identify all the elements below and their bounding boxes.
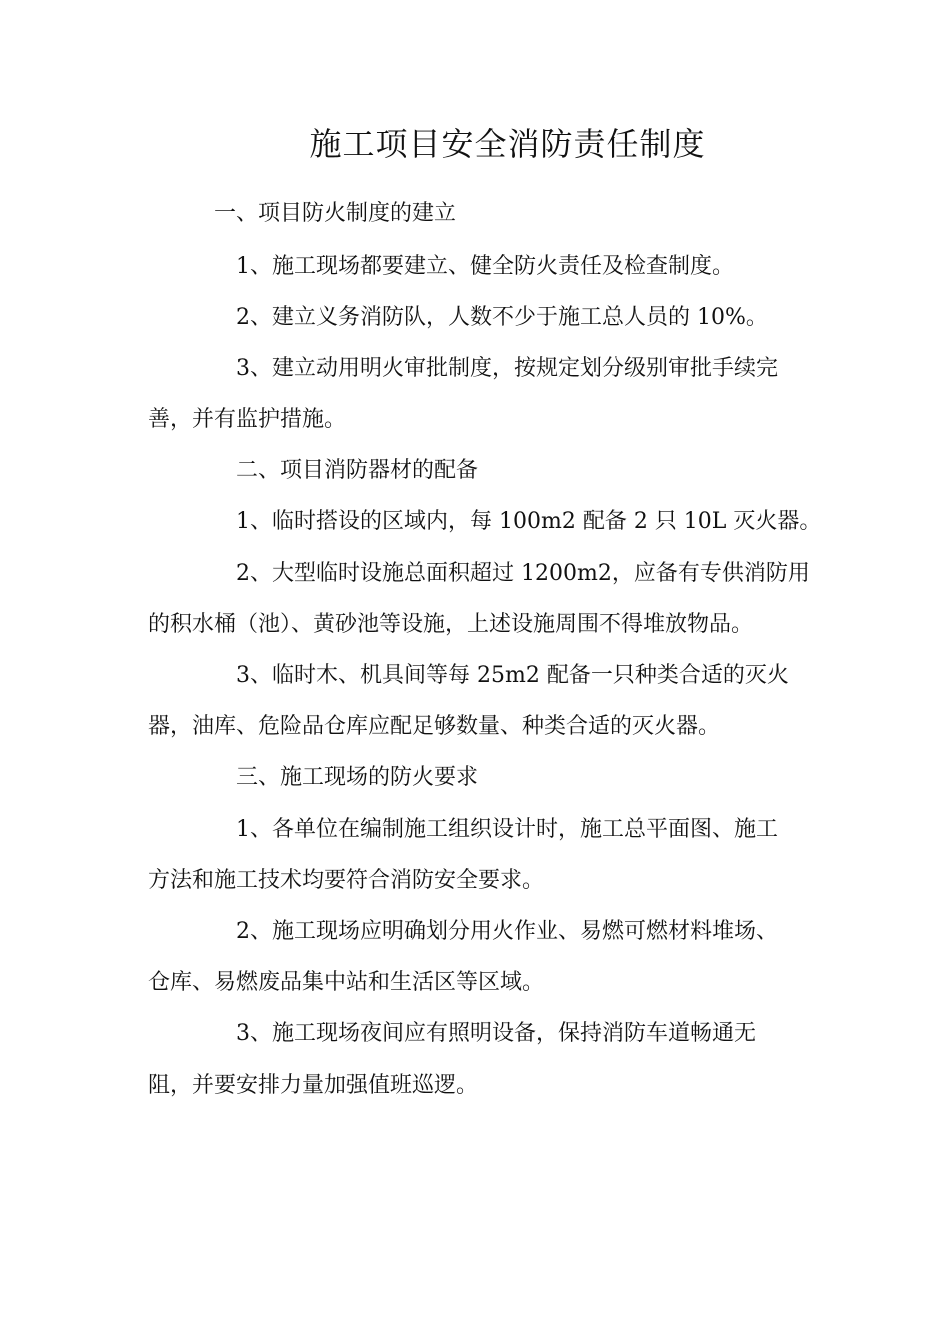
document-title: 施工项目安全消防责任制度 <box>309 125 706 163</box>
paragraph-line: 1、施工现场都要建立、健全防火责任及检查制度。 <box>236 254 734 279</box>
paragraph-line: 器，油库、危险品仓库应配足够数量、种类合适的灭火器。 <box>148 714 721 739</box>
paragraph-line: 仓库、易燃废品集中站和生活区等区域。 <box>148 970 545 995</box>
paragraph-line: 3、临时木、机具间等每 25m2 配备一只种类合适的灭火 <box>236 663 789 688</box>
paragraph-line: 2、建立义务消防队，人数不少于施工总人员的 10%。 <box>236 305 768 330</box>
paragraph-line: 1、各单位在编制施工组织设计时，施工总平面图、施工 <box>236 817 778 842</box>
paragraph-line: 方法和施工技术均要符合消防安全要求。 <box>148 868 545 893</box>
paragraph-line: 阻，并要安排力量加强值班巡逻。 <box>148 1073 479 1098</box>
paragraph-line: 3、施工现场夜间应有照明设备，保持消防车道畅通无 <box>236 1021 756 1046</box>
paragraph-line: 2、施工现场应明确划分用火作业、易燃可燃材料堆场、 <box>236 919 778 944</box>
paragraph-line: 善，并有监护措施。 <box>148 407 347 432</box>
section-heading-site-requirements: 三、施工现场的防火要求 <box>236 765 479 790</box>
paragraph-line: 1、临时搭设的区域内，每 100m2 配备 2 只 10L 灭火器。 <box>236 509 822 534</box>
paragraph-line: 3、建立动用明火审批制度，按规定划分级别审批手续完 <box>236 356 778 381</box>
paragraph-line: 的积水桶（池）、黄砂池等设施，上述设施周围不得堆放物品。 <box>148 612 754 637</box>
section-heading-fire-system: 一、项目防火制度的建立 <box>214 201 457 226</box>
paragraph-line: 2、大型临时设施总面积超过 1200m2，应备有专供消防用 <box>236 561 810 586</box>
section-heading-equipment: 二、项目消防器材的配备 <box>236 458 479 483</box>
